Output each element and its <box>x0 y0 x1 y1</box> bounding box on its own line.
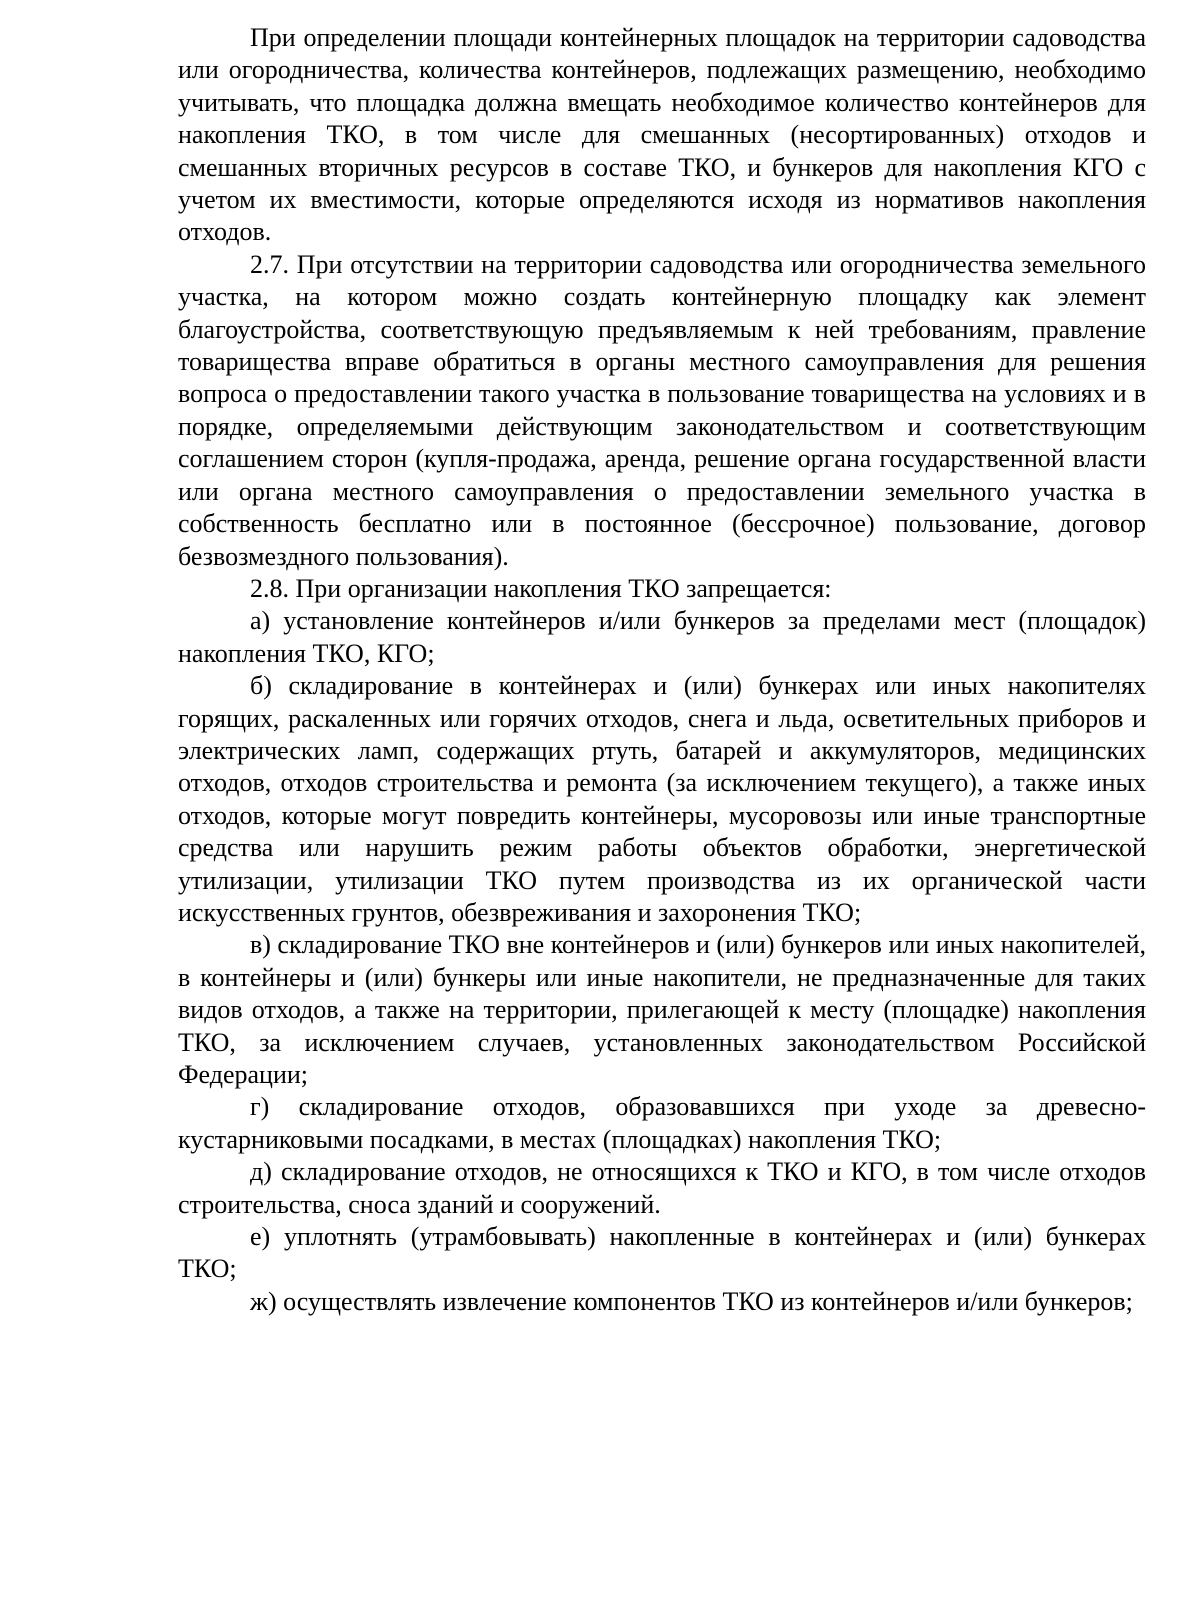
list-item-g: г) складирование отходов, образовавшихся при уходе за древесно-кустарниковыми посадками, в местах (площадках) накопления ТКО; <box>178 1092 1146 1154</box>
list-item-zh: ж) осуществлять извлечение компонентов ТКО из контейнеров и/или бункеров; <box>250 1286 1133 1316</box>
list-item-d: д) складирование отходов, не относящихся к ТКО и КГО, в том числе отходов строительства, сноса зданий и сооружений. <box>178 1157 1146 1219</box>
paragraph-2-8: 2.8. При организации накопления ТКО запрещается: <box>250 573 832 603</box>
list-item-b: б) складирование в контейнерах и (или) бункерах или иных накопителях горящих, раскаленных или горячих отходов, снега и льда, осветительных приборов и электрических ламп, содержащих ртуть, батарей и аккумуляторов, медицинских отходов, отходов строительства и ремонта (за исключением текущего), а также иных отходов, которые могут повредить контейнеры, мусоровозы или иные транспортные средства или нарушить режим работы объектов обработки, энергетической утилизации, утилизации ТКО путем производства из их органической части искусственных грунтов, обезвреживания и захоронения ТКО; <box>178 671 1146 927</box>
list-item-v: в) складирование ТКО вне контейнеров и (или) бункеров или иных накопителей, в контейнеры и (или) бункеры или иные накопители, не предназначенные для таких видов отходов, а также на территории, прилегающей к месту (площадке) накопления ТКО, за исключением случаев, установленных законодательством Российской Федерации; <box>178 930 1146 1089</box>
paragraph-2-7: 2.7. При отсутствии на территории садоводства или огородничества земельного участка, на котором можно создать контейнерную площадку как элемент благоустройства, соответствующую предъявляемым к ней требованиям, правление товарищества вправе обратиться в органы местного самоуправления для решения вопроса о предоставлении такого участка в пользование товарищества на условиях и в порядке, определяемыми действующим законодательством и соответствующим соглашением сторон (купля-продажа, аренда, решение органа государственной власти или органа местного самоуправления о предоставлении земельного участка в собственность бесплатно или в постоянное (бессрочное) пользование, договор безвозмездного пользования). <box>178 249 1146 571</box>
paragraph-container-area: При определении площади контейнерных площадок на территории садоводства или огородничества, количества контейнеров, подлежащих размещению, необходимо учитывать, что площадка должна вмещать необходимое количество контейнеров для накопления ТКО, в том числе для смешанных (несортированных) отходов и смешанных вторичных ресурсов в составе ТКО, и бункеров для накопления КГО с учетом их вместимости, которые определяются исходя из нормативов накопления отходов. <box>178 23 1146 247</box>
document-page <box>178 22 1146 1318</box>
list-item-a: а) установление контейнеров и/или бункеров за пределами мест (площадок) накопления ТКО, КГО; <box>178 606 1146 668</box>
list-item-e: е) уплотнять (утрамбовывать) накопленные в контейнерах и (или) бункерах ТКО; <box>178 1222 1146 1284</box>
